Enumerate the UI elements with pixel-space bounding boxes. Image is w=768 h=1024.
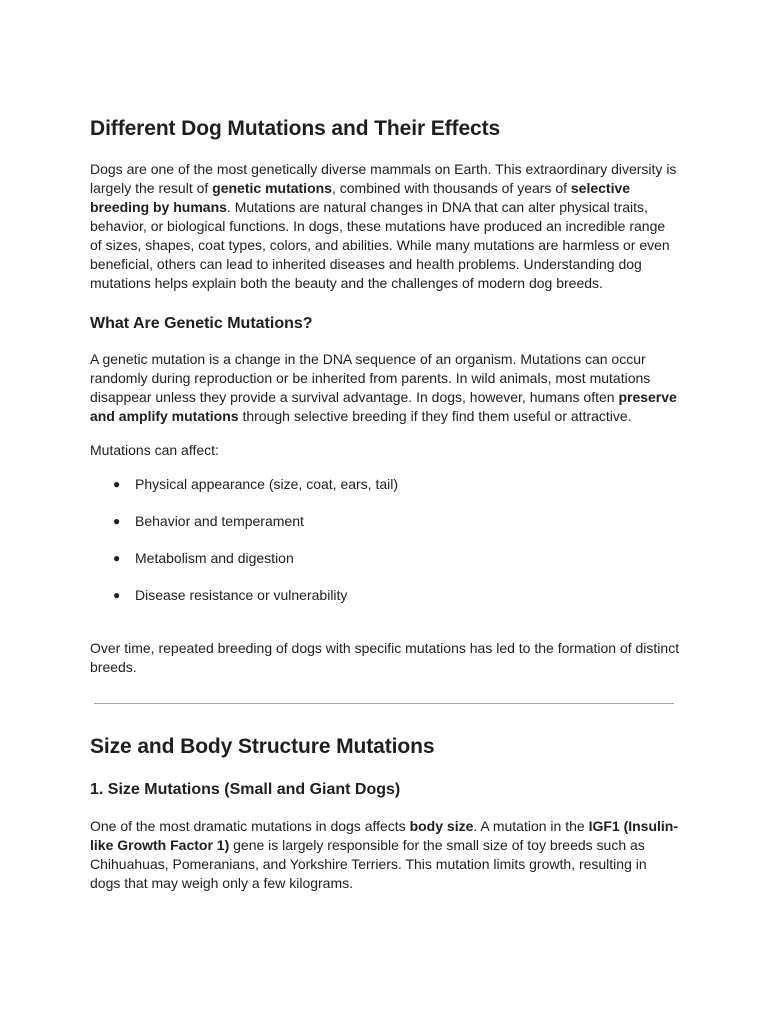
list-item: [90, 549, 680, 568]
igf1-paragraph: [90, 817, 680, 893]
document-body: [90, 114, 680, 893]
list-item: [90, 586, 680, 605]
bullet-icon: ●: [113, 588, 121, 602]
intro-paragraph: [90, 160, 680, 293]
document-title: Different Dog Mutations and Their Effects: [90, 117, 501, 140]
list-item-text: Physical appearance (size, coat, ears, tail): [135, 476, 399, 492]
affect-intro: Mutations can affect:: [90, 442, 219, 458]
genetic-text-2: through selective breeding if they find them useful or attractive.: [238, 408, 632, 424]
igf-bold-body-size: body size: [409, 818, 474, 834]
intro-bold-genetic-mutations: genetic mutations: [212, 180, 332, 196]
size-mutations-subheading: 1. Size Mutations (Small and Giant Dogs): [90, 781, 401, 798]
igf-text-1: One of the most dramatic mutations in dogs affects: [90, 818, 410, 834]
list-item: [90, 475, 680, 494]
section-divider: [94, 703, 674, 704]
list-item-text: Metabolism and digestion: [135, 550, 294, 566]
list-item-text: Disease resistance or vulnerability: [135, 587, 348, 603]
genetic-mutations-heading: What Are Genetic Mutations?: [90, 315, 313, 332]
affect-list: [90, 475, 680, 605]
igf-text-3: gene is largely responsible for the small size of toy breeds such as Chihuahuas, Pomeranians, and Yorkshire Terriers. This mutation limits growth, resulting in dogs that may weigh only a few kilograms.: [90, 837, 647, 891]
over-time-paragraph: Over time, repeated breeding of dogs with specific mutations has led to the formation of distinct breeds.: [90, 640, 680, 675]
list-item-text: Behavior and temperament: [135, 513, 304, 529]
genetic-bold-preserve: preserve and amplify mutations: [90, 389, 677, 424]
list-item: [90, 512, 680, 531]
igf-text-2: . A mutation in the: [473, 818, 589, 834]
igf-bold-gene-name: IGF1 (Insulin-like Growth Factor 1): [90, 818, 679, 853]
intro-text-2: , combined with thousands of years of: [331, 180, 571, 196]
bullet-icon: ●: [113, 514, 121, 528]
size-section-heading: Size and Body Structure Mutations: [90, 735, 435, 758]
bullet-icon: ●: [113, 477, 121, 491]
intro-text-1: Dogs are one of the most genetically diverse mammals on Earth. This extraordinary diversity is largely the result of: [90, 161, 677, 196]
intro-text-3: . Mutations are natural changes in DNA that can alter physical traits, behavior, or biological functions. In dogs, these mutations have produced an incredible range of sizes, shapes, coat types, colors, and abilities. While many mutations are harmless or even beneficial, others can lead to inherited diseases and health problems. Understanding dog mutations helps explain both the beauty and the challenges of modern dog breeds.: [90, 199, 670, 291]
intro-bold-selective-breeding: selective breeding by humans: [90, 180, 631, 215]
genetic-text-1: A genetic mutation is a change in the DNA sequence of an organism. Mutations can occur randomly during reproduction or be inherited from parents. In wild animals, most mutations disappear unless they provide a survival advantage. In dogs, however, humans often: [90, 351, 651, 405]
bullet-icon: ●: [113, 551, 121, 565]
genetic-mutations-paragraph: [90, 350, 680, 426]
